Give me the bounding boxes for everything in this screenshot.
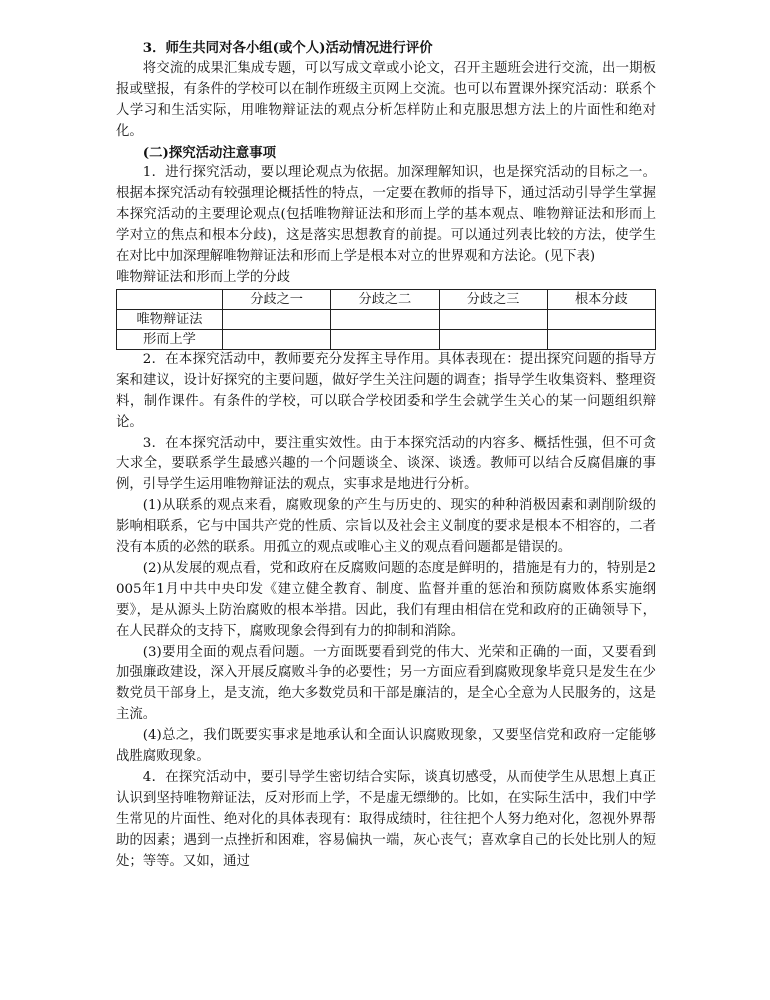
section3-paragraph: 将交流的成果汇集成专题，可以写成文章或小论文，召开主题班会进行交流，出一期板报或壁报，有条件的学校可以在制作班级主页网上交流。也可以布置课外探究活动：联系个人学习和生活实际，用唯物辩证法的观点分析怎样防止和克服思想方法上的片面性和绝对化。: [116, 60, 656, 139]
table-cell: [439, 309, 547, 329]
point1-paragraph: 1．进行探究活动，要以理论观点为依据。加深理解知识，也是探究活动的目标之一。根据本探究活动有较强理论概括性的特点，一定要在教师的指导下，通过活动引导学生掌握本探究活动的主要理论观点(包括唯物辩证法和形而上学的基本观点、唯物辩证法和形而上学对立的焦点和根本分歧)，这是落实思想教育的前提。可以通过列表比较的方法，使学生在对比中加深理解唯物辩证法和形而上学是根本对立的世界观和方法论。(见下表): [116, 165, 656, 265]
table-row: [117, 329, 656, 349]
sub3-paragraph: (3)要用全面的观点看问题。一方面既要看到党的伟大、光荣和正确的一面，又要看到加强廉政建设，深入开展反腐败斗争的必要性；另一方面应看到腐败现象毕竟只是发生在少数党员干部身上，是支流，绝大多数党员和干部是廉洁的，是全心全意为人民服务的，这是主流。: [116, 644, 656, 723]
table-header-cell: 分歧之一: [223, 289, 331, 309]
table-cell: [223, 309, 331, 329]
document-page: [116, 38, 656, 873]
table-cell: [439, 329, 547, 349]
table-cell: [331, 329, 439, 349]
point2-paragraph: 2．在本探究活动中，教师要充分发挥主导作用。具体表现在：提出探究问题的指导方案和建议，设计好探究的主要问题，做好学生关注问题的调查；指导学生收集资料、整理资料，制作课件。有条件的学校，可以联合学校团委和学生会就学生关心的某一问题组织辩论。: [116, 351, 656, 430]
comparison-table: [116, 289, 656, 350]
sub1-paragraph: (1)从联系的观点来看，腐败现象的产生与历史的、现实的种种消极因素和剥削阶级的影响相联系，它与中国共产党的性质、宗旨以及社会主义制度的要求是根本不相容的，二者没有本质的必然的联系。用孤立的观点或唯心主义的观点看问题都是错误的。: [116, 498, 656, 556]
table-row-label: 形而上学: [117, 329, 223, 349]
table-caption: 唯物辩证法和形而上学的分歧: [116, 269, 291, 285]
sub4-paragraph: (4)总之，我们既要实事求是地承认和全面认识腐败现象，又要坚信党和政府一定能够战胜腐败现象。: [116, 728, 656, 765]
table-cell: [331, 309, 439, 329]
table-header-row: [117, 289, 656, 309]
table-cell: [547, 309, 655, 329]
table-row: [117, 309, 656, 329]
sub2-paragraph: (2)从发展的观点看，党和政府在反腐败问题的态度是鲜明的，措施是有力的，特别是2005年1月中共中央印发《建立健全教育、制度、监督并重的惩治和预防腐败体系实施纲要》，是从源头上防治腐败的根本举措。因此，我们有理由相信在党和政府的正确领导下，在人民群众的支持下，腐败现象会得到有力的抑制和消除。: [116, 560, 656, 639]
section3-heading: 3．师生共同对各小组(或个人)活动情况进行评价: [142, 40, 433, 56]
table-header-cell: [117, 289, 223, 309]
table-cell: [223, 329, 331, 349]
section2-heading: (二)探究活动注意事项: [142, 144, 276, 161]
table-row-label: 唯物辩证法: [117, 309, 223, 329]
point3-paragraph: 3．在本探究活动中，要注重实效性。由于本探究活动的内容多、概括性强，但不可贪大求全，要联系学生最感兴趣的一个问题谈全、谈深、谈透。教师可以结合反腐倡廉的事例，引导学生运用唯物辩证法的观点，实事求是地进行分析。: [116, 435, 656, 493]
table-header-cell: 分歧之三: [439, 289, 547, 309]
point4-paragraph: 4．在探究活动中，要引导学生密切结合实际，谈真切感受，从而使学生从思想上真正认识到坚持唯物辩证法，反对形而上学，不是虚无缥缈的。比如，在实际生活中，我们中学生常见的片面性、绝对化的具体表现有：取得成绩时，往往把个人努力绝对化，忽视外界帮助的因素；遇到一点挫折和困难，容易偏执一端，灰心丧气；喜欢拿自己的长处比别人的短处；等等。又如，通过: [116, 770, 656, 869]
table-header-cell: 根本分歧: [547, 289, 655, 309]
table-header-cell: 分歧之二: [331, 289, 439, 309]
table-cell: [547, 329, 655, 349]
